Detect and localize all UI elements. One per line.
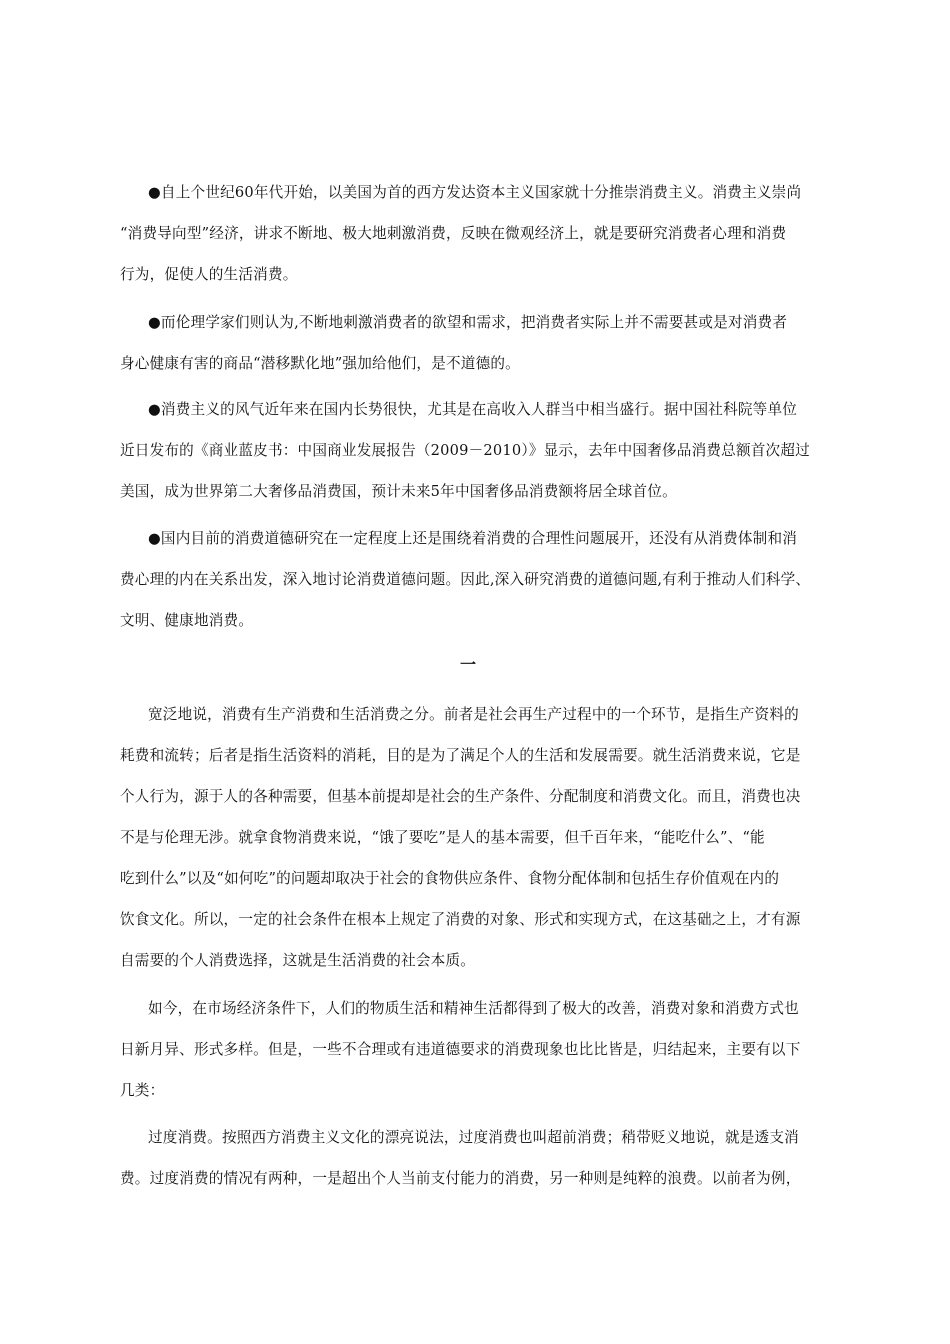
text-line: 近日发布的《商业蓝皮书：中国商业发展报告（2009－2010）》显示，去年中国奢侈品消费总额首次超过: [120, 442, 810, 459]
summary-paragraph-4: [120, 518, 820, 641]
text-line: ●消费主义的风气近年来在国内长势很快，尤其是在高收入人群当中相当盛行。据中国社科院等单位: [148, 401, 798, 418]
text-line: 自需要的个人消费选择，这就是生活消费的社会本质。: [120, 952, 476, 969]
text-line: 如今，在市场经济条件下，人们的物质生活和精神生活都得到了极大的改善，消费对象和消费方式也: [148, 1000, 799, 1017]
text-line: ●而伦理学家们则认为,不断地刺激消费者的欲望和需求，把消费者实际上并不需要甚或是对消费者: [148, 314, 788, 331]
body-paragraph-2: [120, 988, 820, 1111]
body-paragraph-3: [120, 1117, 820, 1199]
text-line: “消费导向型”经济，讲求不断地、极大地刺激消费，反映在微观经济上，就是要研究消费者心理和消费: [120, 225, 787, 242]
body-paragraph-1: [120, 694, 820, 981]
text-line: 宽泛地说，消费有生产消费和生活消费之分。前者是社会再生产过程中的一个环节，是指生产资料的: [148, 706, 799, 723]
text-line: 过度消费。按照西方消费主义文化的漂亮说法，过度消费也叫超前消费；稍带贬义地说，就是透支消: [148, 1129, 799, 1146]
text-line: 饮食文化。所以，一定的社会条件在根本上规定了消费的对象、形式和实现方式，在这基础之上，才有源: [120, 911, 801, 928]
summary-paragraph-2: [120, 302, 820, 384]
text-line: 费。过度消费的情况有两种，一是超出个人当前支付能力的消费，另一种则是纯粹的浪费。以前者为例，: [120, 1170, 801, 1187]
text-line: 费心理的内在关系出发，深入地讨论消费道德问题。因此,深入研究消费的道德问题,有利于推动人们科学、: [120, 571, 811, 588]
text-line: ●自上个世纪60年代开始，以美国为首的西方发达资本主义国家就十分推崇消费主义。消费主义崇尚: [148, 184, 802, 201]
text-line: ●国内目前的消费道德研究在一定程度上还是围绕着消费的合理性问题展开，还没有从消费体制和消: [148, 530, 798, 547]
text-line: 耗费和流转；后者是指生活资料的消耗，目的是为了满足个人的生活和发展需要。就生活消费来说，它是: [120, 747, 801, 764]
text-line: 身心健康有害的商品“潜移默化地”强加给他们，是不道德的。: [120, 355, 520, 372]
text-line: 几类：: [120, 1082, 165, 1099]
text-line: 行为，促使人的生活消费。: [120, 266, 298, 283]
text-line: 文明、健康地消费。: [120, 612, 254, 629]
text-line: 美国，成为世界第二大奢侈品消费国，预计未来5年中国奢侈品消费额将居全球首位。: [120, 483, 677, 500]
summary-paragraph-3: [120, 389, 820, 512]
text-line: 个人行为，源于人的各种需要，但基本前提却是社会的生产条件、分配制度和消费文化。而且，消费也决: [120, 788, 801, 805]
summary-paragraph-1: [120, 172, 820, 295]
section-heading: 一: [460, 655, 477, 674]
text-line: 吃到什么”以及“如何吃”的问题却取决于社会的食物供应条件、食物分配体制和包括生存价值观在内的: [120, 870, 780, 887]
text-line: 不是与伦理无涉。就拿食物消费来说，“饿了要吃”是人的基本需要，但千百年来，“能吃什么”、“能: [120, 829, 765, 846]
text-line: 日新月异、形式多样。但是，一些不合理或有违道德要求的消费现象也比比皆是，归结起来，主要有以下: [120, 1041, 801, 1058]
